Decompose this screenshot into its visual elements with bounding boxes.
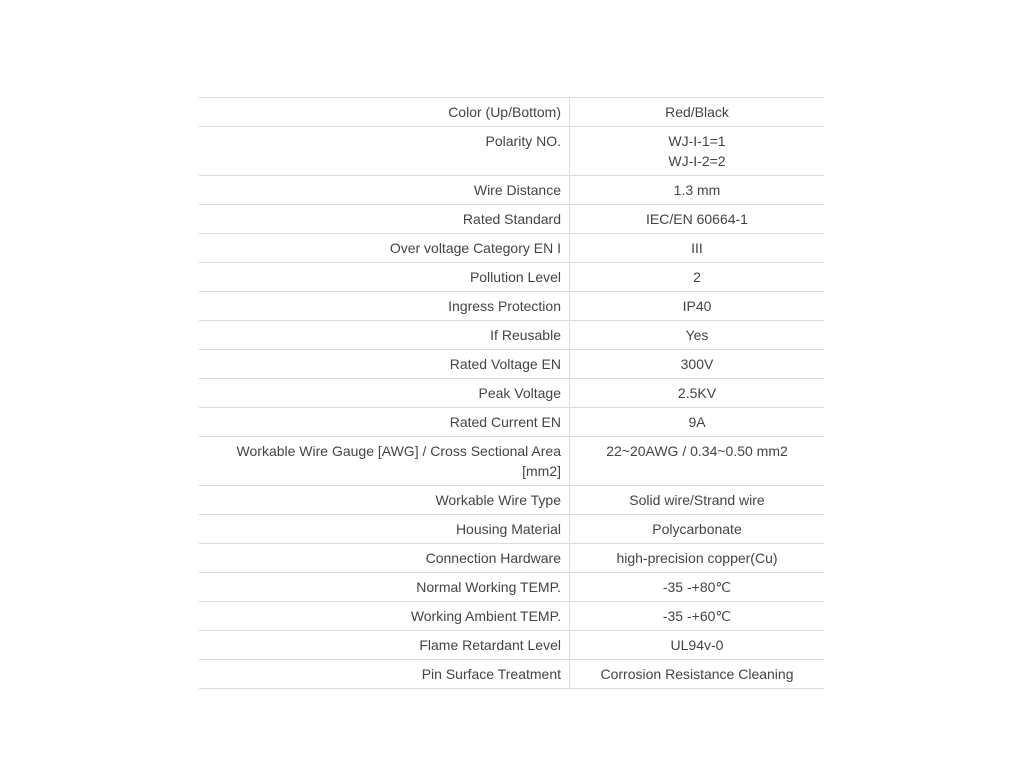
spec-value-line: 300V bbox=[680, 356, 714, 372]
spec-value-line: 22~20AWG / 0.34~0.50 mm2 bbox=[606, 443, 788, 459]
table-row bbox=[199, 127, 824, 176]
spec-value-line: WJ-I-2=2 bbox=[668, 153, 726, 169]
spec-label: Connection Hardware bbox=[199, 544, 570, 573]
spec-value bbox=[570, 602, 825, 631]
spec-table bbox=[199, 97, 824, 689]
spec-value-line: -35 -+80℃ bbox=[662, 579, 732, 595]
spec-label: Over voltage Category EN I bbox=[199, 234, 570, 263]
spec-value bbox=[570, 379, 825, 408]
spec-value bbox=[570, 660, 825, 689]
table-row bbox=[199, 660, 824, 689]
table-row bbox=[199, 379, 824, 408]
spec-value bbox=[570, 408, 825, 437]
spec-value bbox=[570, 292, 825, 321]
spec-value bbox=[570, 321, 825, 350]
spec-value bbox=[570, 544, 825, 573]
table-row bbox=[199, 486, 824, 515]
spec-label: If Reusable bbox=[199, 321, 570, 350]
spec-table-body bbox=[199, 98, 824, 689]
spec-label: Working Ambient TEMP. bbox=[199, 602, 570, 631]
table-row bbox=[199, 205, 824, 234]
spec-value bbox=[570, 205, 825, 234]
spec-value-line: Corrosion Resistance Cleaning bbox=[600, 666, 794, 682]
spec-label: Rated Current EN bbox=[199, 408, 570, 437]
spec-value bbox=[570, 350, 825, 379]
spec-value bbox=[570, 127, 825, 176]
spec-label: Normal Working TEMP. bbox=[199, 573, 570, 602]
spec-value-line: Yes bbox=[685, 327, 709, 343]
spec-value-line: Red/Black bbox=[665, 104, 729, 120]
spec-value bbox=[570, 176, 825, 205]
spec-value-line: -35 -+60℃ bbox=[662, 608, 732, 624]
spec-value-line: 9A bbox=[688, 414, 706, 430]
table-row bbox=[199, 573, 824, 602]
table-row bbox=[199, 544, 824, 573]
spec-value-line: IEC/EN 60664-1 bbox=[646, 211, 748, 227]
spec-label: Workable Wire Gauge [AWG] / Cross Sectional Area [mm2] bbox=[199, 437, 570, 486]
spec-label: Pollution Level bbox=[199, 263, 570, 292]
table-row bbox=[199, 292, 824, 321]
spec-value bbox=[570, 234, 825, 263]
table-row bbox=[199, 98, 824, 127]
spec-label: Peak Voltage bbox=[199, 379, 570, 408]
spec-value-line: 2.5KV bbox=[677, 385, 717, 401]
spec-label: Color (Up/Bottom) bbox=[199, 98, 570, 127]
table-row bbox=[199, 515, 824, 544]
table-row bbox=[199, 234, 824, 263]
table-row bbox=[199, 602, 824, 631]
spec-value-line: 1.3 mm bbox=[673, 182, 721, 198]
spec-value bbox=[570, 263, 825, 292]
table-row bbox=[199, 408, 824, 437]
spec-value bbox=[570, 437, 825, 486]
table-row bbox=[199, 176, 824, 205]
spec-value bbox=[570, 631, 825, 660]
spec-value-line: III bbox=[691, 240, 703, 256]
spec-label: Rated Standard bbox=[199, 205, 570, 234]
table-row bbox=[199, 321, 824, 350]
spec-value-line: 2 bbox=[693, 269, 701, 285]
spec-label: Housing Material bbox=[199, 515, 570, 544]
table-row bbox=[199, 350, 824, 379]
spec-value bbox=[570, 573, 825, 602]
table-row bbox=[199, 631, 824, 660]
spec-value-line: Solid wire/Strand wire bbox=[629, 492, 765, 508]
spec-value bbox=[570, 515, 825, 544]
spec-label: Workable Wire Type bbox=[199, 486, 570, 515]
spec-label: Wire Distance bbox=[199, 176, 570, 205]
spec-label: Flame Retardant Level bbox=[199, 631, 570, 660]
spec-label: Ingress Protection bbox=[199, 292, 570, 321]
spec-label: Pin Surface Treatment bbox=[199, 660, 570, 689]
spec-value bbox=[570, 486, 825, 515]
spec-label: Rated Voltage EN bbox=[199, 350, 570, 379]
spec-label: Polarity NO. bbox=[199, 127, 570, 176]
spec-value-line: Polycarbonate bbox=[652, 521, 742, 537]
spec-value bbox=[570, 98, 825, 127]
spec-value-line: UL94v-0 bbox=[670, 637, 724, 653]
table-row bbox=[199, 263, 824, 292]
spec-value-line: high-precision copper(Cu) bbox=[616, 550, 778, 566]
spec-value-line: IP40 bbox=[682, 298, 712, 314]
spec-value-line: WJ-I-1=1 bbox=[668, 133, 726, 149]
table-row bbox=[199, 437, 824, 486]
